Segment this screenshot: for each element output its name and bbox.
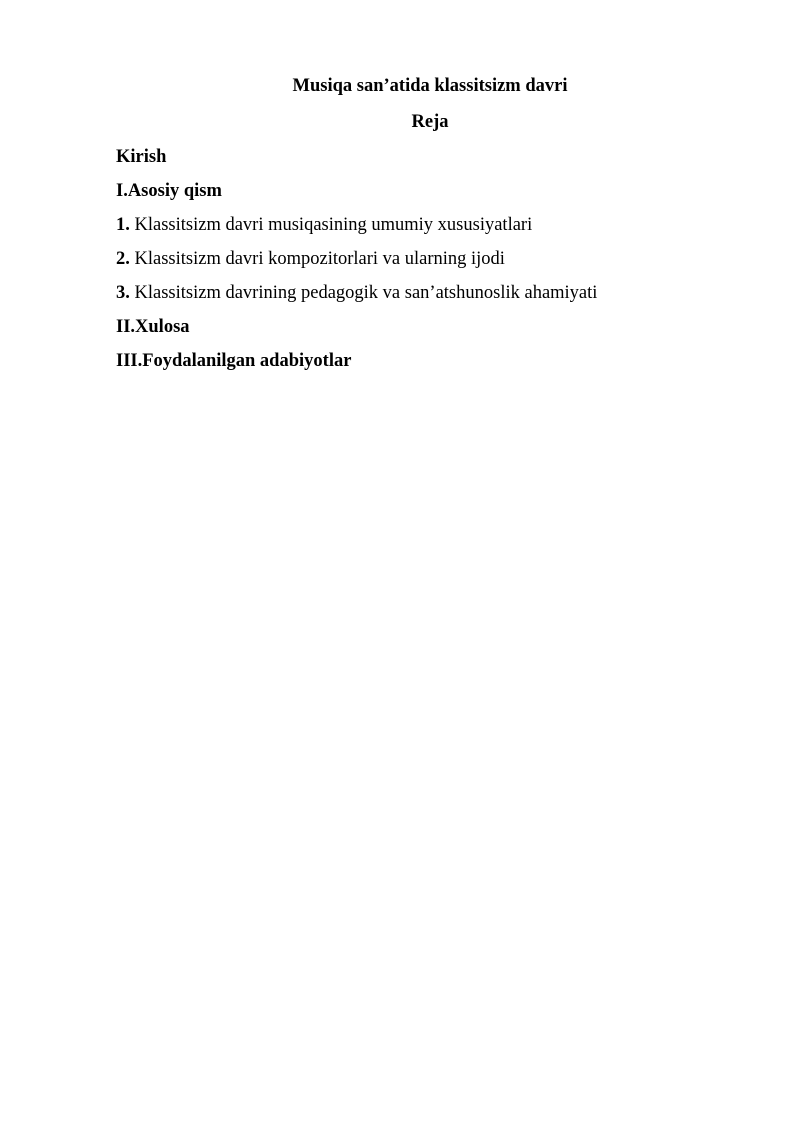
plan-item-conclusion: II.Xulosa (116, 317, 190, 337)
plan-subitem-1 (116, 214, 532, 236)
plan-subitem-number: 1. (116, 215, 130, 235)
plan-subitem-number: 2. (116, 249, 130, 269)
plan-item-intro: Kirish (116, 147, 167, 167)
plan-subitem-text: Klassitsizm davrining pedagogik va san’atshunoslik ahamiyati (134, 283, 598, 303)
plan-subitem-3 (116, 282, 597, 304)
plan-subitem-text: Klassitsizm davri kompozitorlari va ularning ijodi (134, 249, 505, 269)
plan-item-main-part: I.Asosiy qism (116, 181, 222, 201)
plan-subitem-number: 3. (116, 283, 130, 303)
plan-heading: Reja (411, 112, 449, 132)
plan-item-references: III.Foydalanilgan adabiyotlar (116, 351, 352, 371)
document-title: Musiqa san’atida klassitsizm davri (292, 76, 568, 96)
plan-subitem-text: Klassitsizm davri musiqasining umumiy xususiyatlari (134, 215, 533, 235)
plan-subitem-2 (116, 248, 505, 270)
